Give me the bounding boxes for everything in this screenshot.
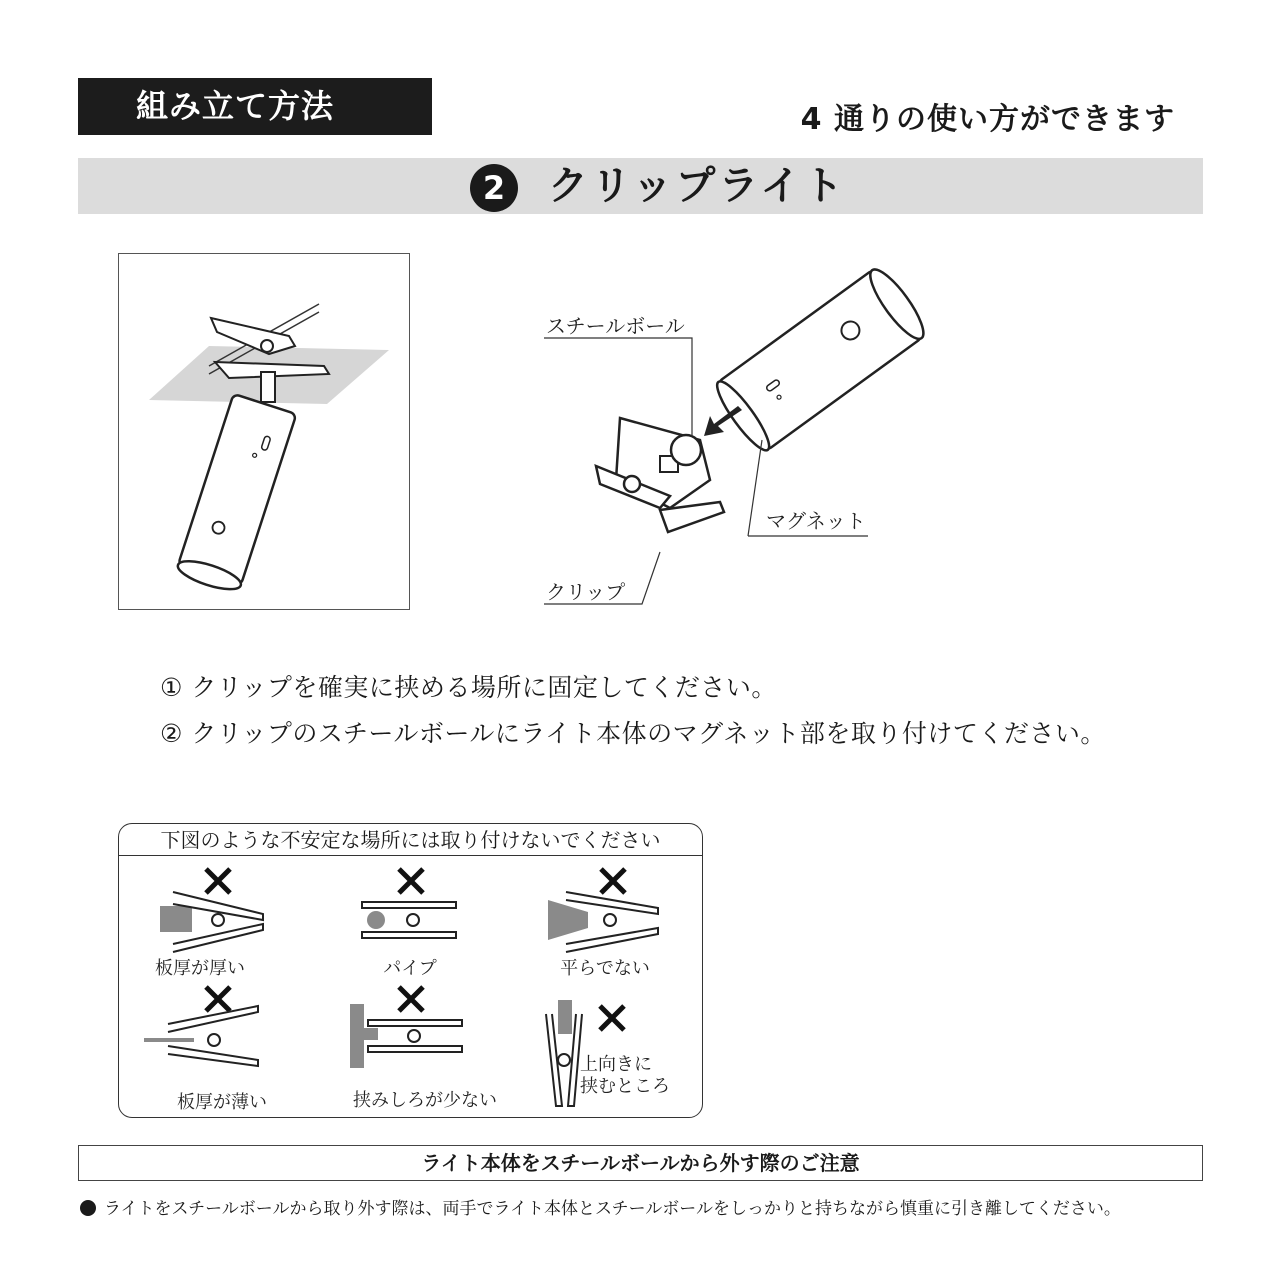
- warning-label-thin-board: 板厚が薄い: [177, 1092, 267, 1113]
- parts-drawing: [520, 240, 940, 620]
- label-magnet: マグネット: [766, 509, 866, 533]
- bullet-icon: [80, 1200, 96, 1216]
- ng-mark-icon: [206, 869, 230, 893]
- warning-label-pipe: パイプ: [383, 958, 437, 979]
- ng-mark-icon: [399, 869, 423, 893]
- notice-body: [80, 1196, 1121, 1222]
- section-number-badge: 2: [470, 164, 518, 212]
- label-steel-ball: スチールボール: [546, 314, 685, 338]
- clip-mounted-illustration: [118, 253, 410, 610]
- notice-text: ライトをスチールボールから取り外す際は、両手でライト本体とスチールボールをしっかりと持ちながら慎重に引き離してください。: [104, 1199, 1121, 1219]
- label-clip: クリップ: [546, 580, 626, 604]
- warning-label-shallow-grip: 挟みしろが少ない: [353, 1090, 497, 1111]
- notice-title: ライト本体をスチールボールから外す際のご注意: [78, 1145, 1203, 1181]
- clip-mounted-drawing: [119, 254, 411, 611]
- parts-illustration: [520, 240, 940, 620]
- step-1: ① クリップを確実に挟める場所に固定してください。: [160, 673, 777, 702]
- warning-label-upward-clip: 上向きに 挟むところ: [580, 1054, 670, 1097]
- ng-mark-icon: [399, 987, 423, 1011]
- ng-mark-icon: [601, 869, 625, 893]
- warning-title: 下図のような不安定な場所には取り付けないでください: [118, 824, 703, 856]
- ng-mark-icon: [206, 987, 230, 1011]
- section-header: 組み立て方法: [78, 78, 432, 135]
- usage-count-note: 4 通りの使い方ができます: [800, 102, 1175, 137]
- ng-mark-icon: [600, 1006, 624, 1030]
- warning-label-thick-board: 板厚が厚い: [155, 958, 245, 979]
- section-title: クリップライト: [548, 163, 847, 209]
- warning-label-uneven: 平らでない: [560, 958, 650, 979]
- step-2: ② クリップのスチールボールにライト本体のマグネット部を取り付けてください。: [160, 719, 1106, 748]
